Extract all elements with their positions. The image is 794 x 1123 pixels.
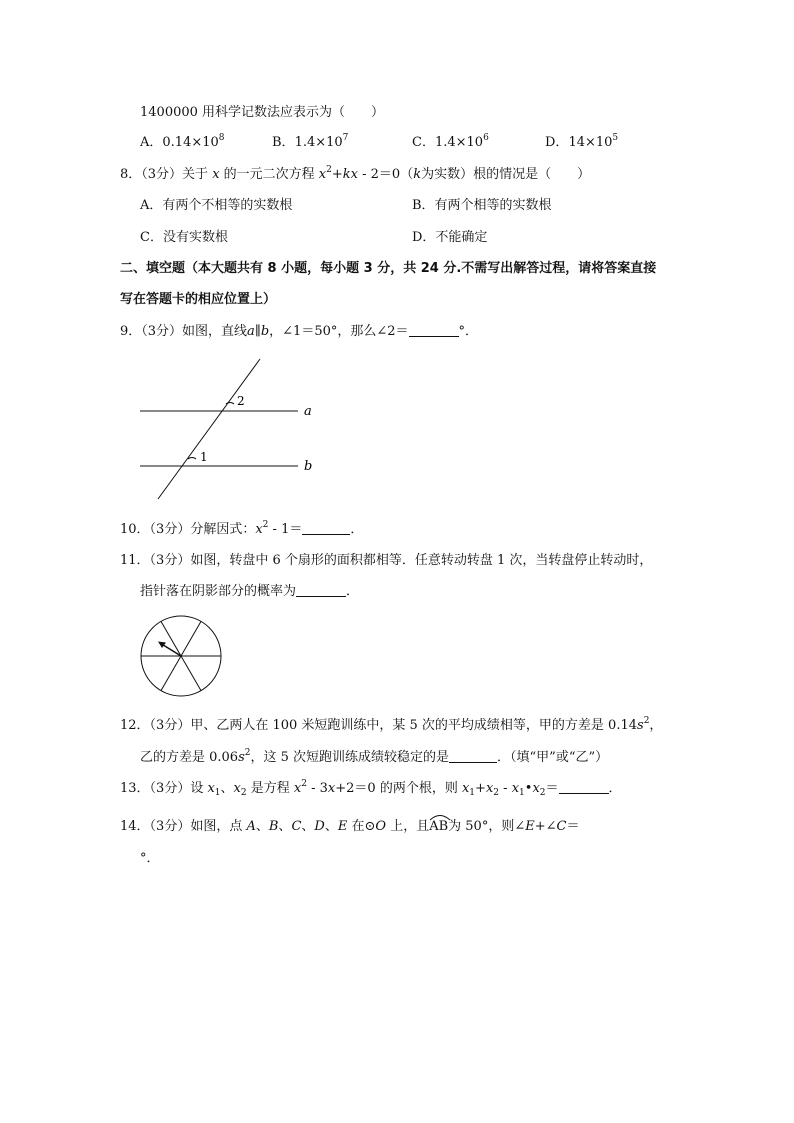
answer-blank: [409, 324, 459, 337]
q11-stem: 11．（3分）如图，转盘中 6 个扇形的面积都相等．任意转动转盘 1 次，当转盘停止转动时，: [120, 553, 653, 568]
q8-option-b: B．有两个相等的实数根: [412, 198, 552, 213]
q7-option-b: B．$1.4\times 10^7$: [272, 133, 349, 150]
q8-stem: 8．（3分）关于 x 的一元二次方程 $x^2+kx - 2=0(k$为实数）根的情况是（ ）: [120, 165, 591, 182]
q7-option-a: A．$0.14\times 10^8$: [140, 133, 225, 150]
q7-option-d: D．$14\times 10^5$: [545, 133, 619, 150]
q11-stem-cont: 指针落在阴影部分的概率为 ．: [140, 584, 360, 599]
q13-stem: 13．（3分）设 $x_1$、$x_2$ 是方程 $x^2 - 3x+2=0$ 的两个根，则 $x_1+x_2$ - $x_1•x_2=$ ．: [120, 779, 622, 798]
answer-blank: [296, 584, 346, 597]
section-heading-cont: 写在答题卡的相应位置上）: [120, 292, 277, 307]
q8-option-d: D．不能确定: [412, 230, 488, 245]
arc-ab: AB: [429, 818, 448, 836]
q14-stem-cont: °．: [140, 851, 160, 866]
parallel-lines-figure: [130, 355, 330, 505]
q9-stem: 9．（3分）如图，直线a∥b，∠1＝50°，那么∠2＝ °．: [120, 324, 479, 339]
q7-option-c: C．$1.4\times 10^6$: [412, 133, 489, 150]
section-heading: 二、填空题（本大题共有 8 小题，每小题 3 分，共 24 分.不需写出解答过程，请将答案直接: [120, 261, 657, 276]
answer-blank: [302, 522, 350, 535]
q7-stem: 1400000 用科学记数法应表示为（ ）: [140, 105, 385, 120]
arc-mark-icon: [429, 813, 451, 821]
q8-option-c: C．没有实数根: [140, 230, 228, 245]
angle-2-label: 2: [237, 394, 245, 408]
line-a-label: a: [304, 404, 312, 419]
answer-blank: [559, 781, 609, 794]
q12-stem-cont: 乙的方差是 $0.06s^2$，这 5 次短跑训练成绩较稳定的是 ．（填“甲”或“乙”）: [140, 748, 609, 765]
q8-option-a: A．有两个不相等的实数根: [140, 198, 293, 213]
line-b-label: b: [304, 459, 313, 474]
q10-stem: 10．（3分）分解因式：$x^2 - 1=$ ．: [120, 520, 364, 537]
angle-1-label: 1: [200, 450, 208, 464]
q12-stem: 12．（3分）甲、乙两人在 100 米短跑训练中，某 5 次的平均成绩相等，甲的方差是 $0.14s^2$，: [120, 716, 663, 733]
answer-blank: [449, 750, 497, 763]
q14-stem: 14．（3分）如图，点 A、B、C、D、E 在⊙O 上，且 AB为 50°，则∠E+∠C＝: [120, 818, 580, 836]
spinner-figure: [136, 614, 226, 704]
